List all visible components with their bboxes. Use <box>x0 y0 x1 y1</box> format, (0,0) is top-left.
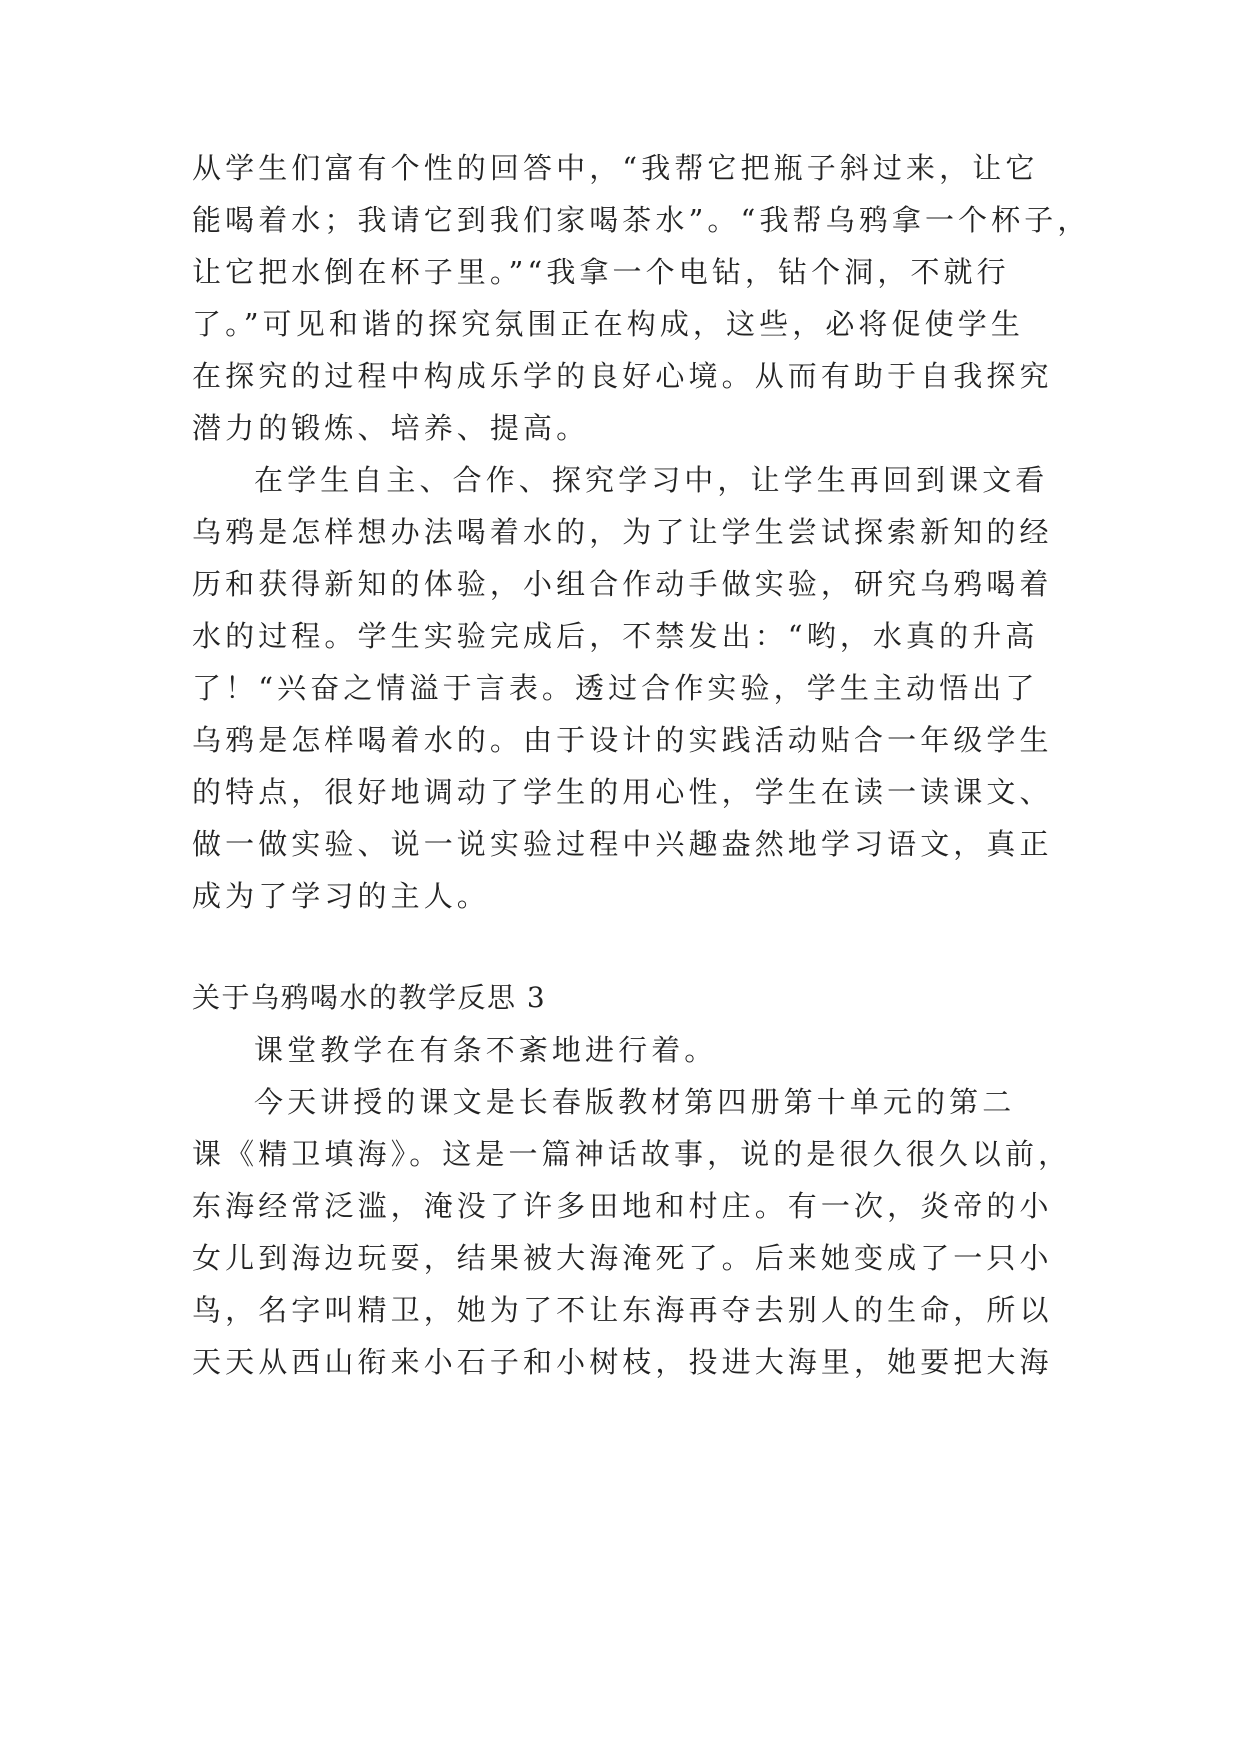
paragraph-1-line-5: 在探究的过程中构成乐学的良好心境。从而有助于自我探究 <box>192 359 1053 393</box>
paragraph-1-line-4: 了。”可见和谐的探究氛围正在构成，这些，必将促使学生 <box>192 307 1024 341</box>
paragraph-4-line-5: 鸟，名字叫精卫，她为了不让东海再夺去别人的生命，所以 <box>192 1293 1053 1327</box>
paragraph-3-line-1: 课堂教学在有条不紊地进行着。 <box>254 1033 718 1067</box>
paragraph-2-line-9: 成为了学习的主人。 <box>192 879 490 913</box>
paragraph-4-line-1: 今天讲授的课文是长春版教材第四册第十单元的第二 <box>254 1085 1016 1119</box>
paragraph-1-line-2: 能喝着水；我请它到我们家喝茶水”。“我帮乌鸦拿一个杯子， <box>192 203 1091 237</box>
paragraph-1-line-6: 潜力的锻炼、培养、提高。 <box>192 411 590 445</box>
paragraph-2-line-5: 了！“兴奋之情溢于言表。透过合作实验，学生主动悟出了 <box>192 671 1039 705</box>
paragraph-2-line-8: 做一做实验、说一说实验过程中兴趣盎然地学习语文，真正 <box>192 827 1053 861</box>
paragraph-2-line-1: 在学生自主、合作、探究学习中，让学生再回到课文看 <box>254 463 1049 497</box>
paragraph-4-line-2: 课《精卫填海》。这是一篇神话故事，说的是很久很久以前， <box>192 1137 1072 1171</box>
paragraph-2-line-3: 历和获得新知的体验，小组合作动手做实验，研究乌鸦喝着 <box>192 567 1053 601</box>
paragraph-1-line-1: 从学生们富有个性的回答中，“我帮它把瓶子斜过来，让它 <box>192 151 1039 185</box>
paragraph-2-line-7: 的特点，很好地调动了学生的用心性，学生在读一读课文、 <box>192 775 1053 809</box>
paragraph-2-line-6: 乌鸦是怎样喝着水的。由于设计的实践活动贴合一年级学生 <box>192 723 1053 757</box>
paragraph-1-line-3: 让它把水倒在杯子里。”“我拿一个电钻，钻个洞，不就行 <box>192 255 1010 289</box>
paragraph-4-line-4: 女儿到海边玩耍，结果被大海淹死了。后来她变成了一只小 <box>192 1241 1053 1275</box>
paragraph-2-line-4: 水的过程。学生实验完成后，不禁发出：“哟，水真的升高 <box>192 619 1039 653</box>
paragraph-4-line-6: 天天从西山衔来小石子和小树枝，投进大海里，她要把大海 <box>192 1345 1053 1379</box>
section-heading: 关于乌鸦喝水的教学反思 3 <box>192 981 547 1014</box>
paragraph-2-line-2: 乌鸦是怎样想办法喝着水的，为了让学生尝试探索新知的经 <box>192 515 1053 549</box>
paragraph-4-line-3: 东海经常泛滥，淹没了许多田地和村庄。有一次，炎帝的小 <box>192 1189 1053 1223</box>
